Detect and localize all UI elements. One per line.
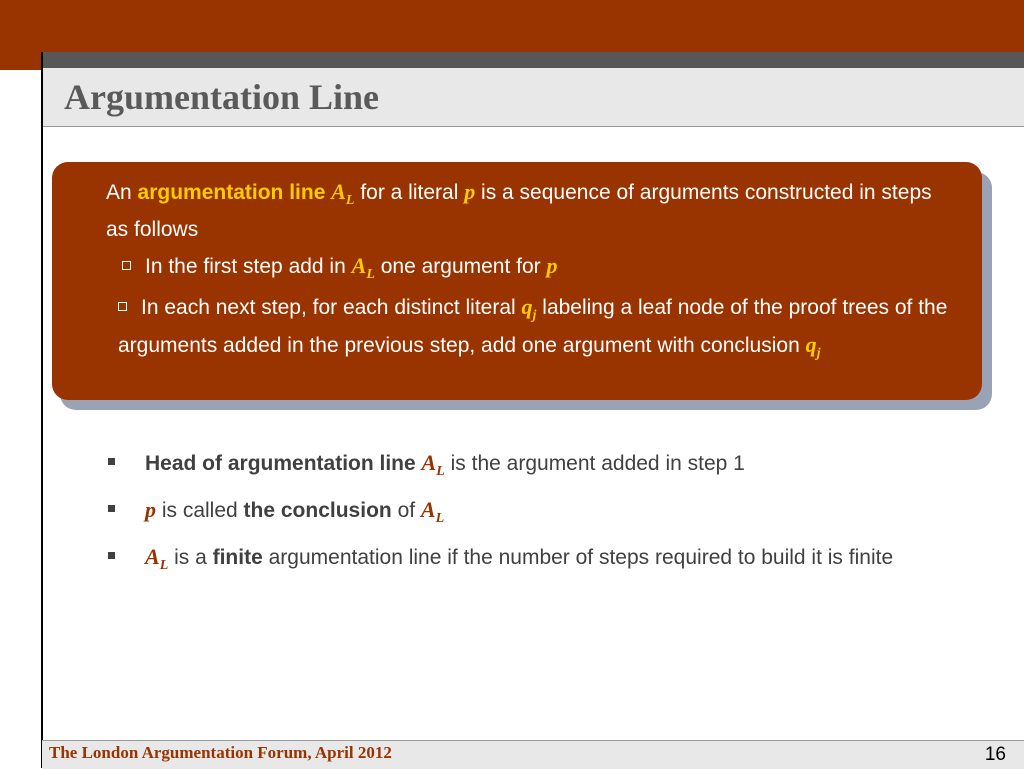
head-of-line-term: Head of argumentation line bbox=[145, 452, 416, 475]
square-bullet-icon bbox=[108, 505, 115, 512]
symbol-a-l: $A_L$ bbox=[351, 253, 375, 282]
title-band bbox=[42, 68, 1024, 127]
definition-bullet-2: In each next step, for each distinct literal $q_j$ labeling a leaf node of the proof trees of the arguments added in the previous step, add one argument with conclusion $q_j$ bbox=[118, 294, 948, 361]
symbol-a-l: $A_L$ bbox=[420, 497, 445, 526]
square-bullet-icon bbox=[108, 552, 115, 559]
square-bullet-icon bbox=[108, 458, 115, 465]
symbol-a-l: $A_L$ bbox=[421, 450, 445, 479]
definition-bullet-1: In the first step add in $A_L$ one argument for p bbox=[122, 249, 972, 287]
banner-corner bbox=[0, 52, 42, 70]
page-number: 16 bbox=[984, 744, 1006, 765]
main-bullet-list bbox=[108, 446, 928, 587]
hollow-square-bullet-icon bbox=[122, 261, 131, 270]
conclusion-term: the conclusion bbox=[243, 499, 392, 522]
footer-text: The London Argumentation Forum, April 2012 bbox=[49, 743, 392, 762]
symbol-p: p bbox=[546, 253, 558, 278]
definition-intro: An argumentation line $A_L$ for a literal p is a sequence of arguments constructed in steps as follows bbox=[106, 179, 932, 241]
finite-term: finite bbox=[212, 546, 263, 569]
slide-title: Argumentation Line bbox=[64, 77, 379, 117]
list-item: $A_L$ is a finite argumentation line if the number of steps required to build it is finite bbox=[108, 540, 928, 578]
symbol-q-j: $q_j$ bbox=[805, 332, 821, 361]
symbol-p: p bbox=[145, 497, 156, 522]
list-item: Head of argumentation line $A_L$ is the argument added in step 1 bbox=[108, 446, 928, 484]
hollow-square-bullet-icon bbox=[118, 302, 127, 311]
symbol-a-l: $A_L$ bbox=[331, 179, 355, 208]
term-argumentation-line: argumentation line bbox=[137, 181, 326, 204]
symbol-p: p bbox=[464, 179, 476, 204]
header-strip bbox=[42, 52, 1024, 68]
top-banner bbox=[0, 0, 1024, 52]
footer-band bbox=[42, 740, 1024, 769]
symbol-q-j: $q_j$ bbox=[521, 294, 537, 323]
left-rule bbox=[41, 52, 43, 768]
definition-box bbox=[52, 162, 982, 400]
list-item: p is called the conclusion of $A_L$ bbox=[108, 493, 928, 531]
symbol-a-l: $A_L$ bbox=[145, 544, 169, 573]
